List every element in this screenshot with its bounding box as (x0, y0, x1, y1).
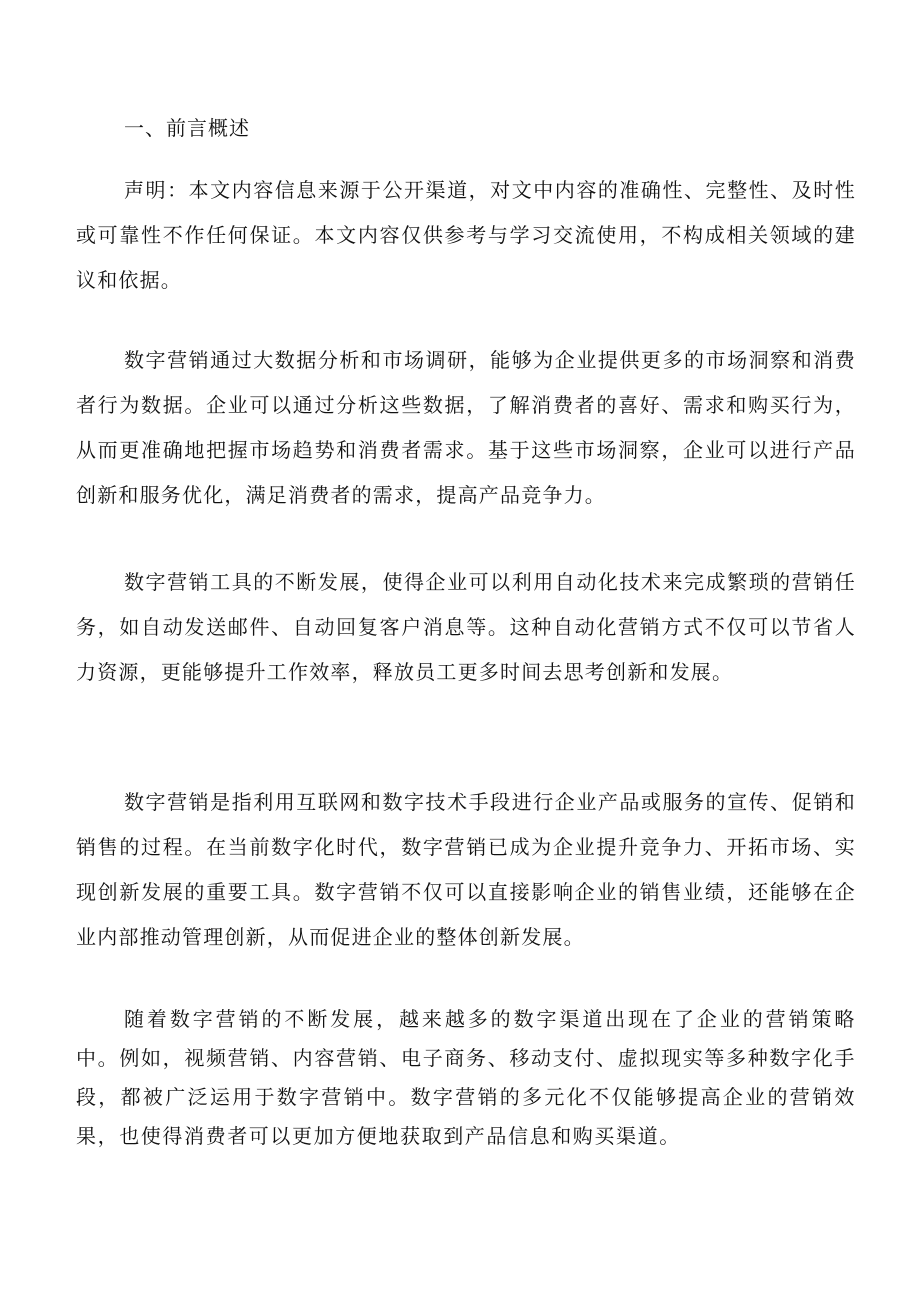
paragraph-automation: 数字营销工具的不断发展，使得企业可以利用自动化技术来完成繁琐的营销任务，如自动发送邮件、自动回复客户消息等。这种自动化营销方式不仅可以节省人力资源，更能够提升工作效率，释放员工更多时间去思考创新和发展。 (76, 570, 856, 684)
paragraph-channels: 随着数字营销的不断发展，越来越多的数字渠道出现在了企业的营销策略中。例如，视频营销、内容营销、电子商务、移动支付、虚拟现实等多种数字化手段，都被广泛运用于数字营销中。数字营销的多元化不仅能够提高企业的营销效果，也使得消费者可以更加方便地获取到产品信息和购买渠道。 (76, 1007, 856, 1148)
paragraph-market-insight: 数字营销通过大数据分析和市场调研，能够为企业提供更多的市场洞察和消费者行为数据。企业可以通过分析这些数据，了解消费者的喜好、需求和购买行为，从而更准确地把握市场趋势和消费者需求。基于这些市场洞察，企业可以进行产品创新和服务优化，满足消费者的需求，提高产品竞争力。 (76, 348, 856, 507)
paragraph-definition: 数字营销是指利用互联网和数字技术手段进行企业产品或服务的宣传、促销和销售的过程。在当前数字化时代，数字营销已成为企业提升竞争力、开拓市场、实现创新发展的重要工具。数字营销不仅可以直接影响企业的销售业绩，还能够在企业内部推动管理创新，从而促进企业的整体创新发展。 (76, 790, 856, 949)
section-heading: 一、前言概述 (124, 116, 250, 140)
paragraph-disclaimer: 声明：本文内容信息来源于公开渠道，对文中内容的准确性、完整性、及时性或可靠性不作任何保证。本文内容仅供参考与学习交流使用，不构成相关领域的建议和依据。 (76, 178, 856, 292)
